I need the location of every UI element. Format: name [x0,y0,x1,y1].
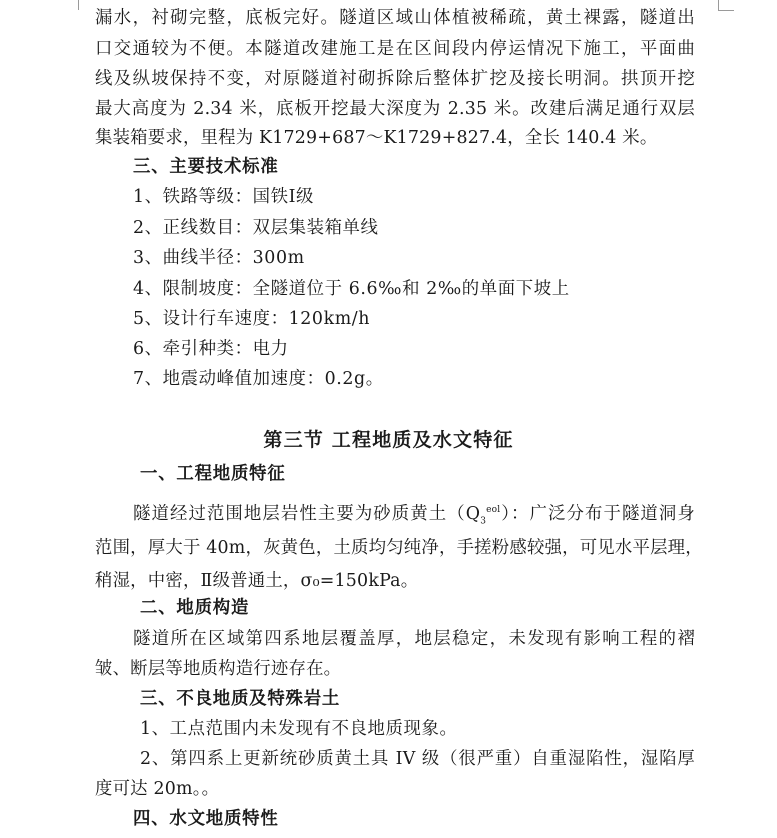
geology-formula-subscript: 3 [480,516,487,527]
geology-formula-superscript: eol [486,505,501,516]
crop-mark-top-right-v [718,0,719,10]
bad-geology-heading: 三、不良地质及特殊岩土 [140,689,341,709]
structure-line-1: 隧道所在区域第四系地层覆盖厚，地层稳定，未发现有影响工程的褶 [133,629,695,649]
tech-item-3: 3、曲线半径：300m [133,248,305,268]
tech-item-1: 1、铁路等级：国铁Ⅰ级 [133,187,315,207]
bad-geology-item-2-line-2: 度可达 20m。。 [95,779,220,799]
geology-line-1-tail: ）：广泛分布于隧道洞身 [500,504,695,524]
intro-line-3: 线及纵坡保持不变，对原隧道衬砌拆除后整体扩挖及接长明洞。拱顶开挖 [95,69,695,89]
geology-heading: 一、工程地质特征 [140,464,286,484]
intro-line-4: 最大高度为 2.34 米，底板开挖最大深度为 2.35 米。改建后满足通行双层 [95,99,695,119]
tech-item-4: 4、限制坡度：全隧道位于 6.6‰和 2‰的单面下坡上 [133,279,570,299]
bad-geology-item-1: 1、工点范围内未发现有不良地质现象。 [140,719,458,739]
tech-item-7: 7、地震动峰值加速度：0.2g。 [133,369,384,389]
crop-mark-top-right-h [718,10,734,11]
intro-line-1: 漏水，衬砌完整，底板完好。隧道区域山体植被稀疏，黄土裸露，隧道出 [95,8,695,28]
bad-geology-item-2-line-1: 2、第四系上更新统砂质黄土具 IV 级（很严重）自重湿陷性，湿陷厚 [140,749,695,769]
intro-line-5: 集装箱要求，里程为 K1729+687～K1729+827.4，全长 140.4 米。 [95,128,658,148]
tech-standards-heading: 三、主要技术标准 [133,157,279,177]
structure-line-2: 皱、断层等地质构造行迹存在。 [95,659,342,679]
tech-item-5: 5、设计行车速度：120km/h [133,309,371,329]
crop-mark-top-left-v [78,0,79,10]
section-title: 第三节 工程地质及水文特征 [263,429,514,451]
tech-item-6: 6、牵引种类：电力 [133,339,289,359]
intro-line-2: 口交通较为不便。本隧道改建施工是在区间段内停运情况下施工，平面曲 [95,39,695,59]
geology-line-2: 范围，厚大于 40m，灰黄色，土质均匀纯净，手搓粉感较强，可见水平层理， [95,538,703,558]
hydrogeology-heading: 四、水文地质特性 [133,809,279,829]
structure-heading: 二、地质构造 [140,598,250,618]
tech-item-2: 2、正线数目：双层集装箱单线 [133,218,379,238]
geology-line-3: 稍湿，中密，Ⅱ级普通土，σ₀=150kPa。 [95,571,419,591]
geology-line-1 [133,503,695,525]
geology-line-1-text: 隧道经过范围地层岩性主要为砂质黄土（Q [133,504,481,524]
